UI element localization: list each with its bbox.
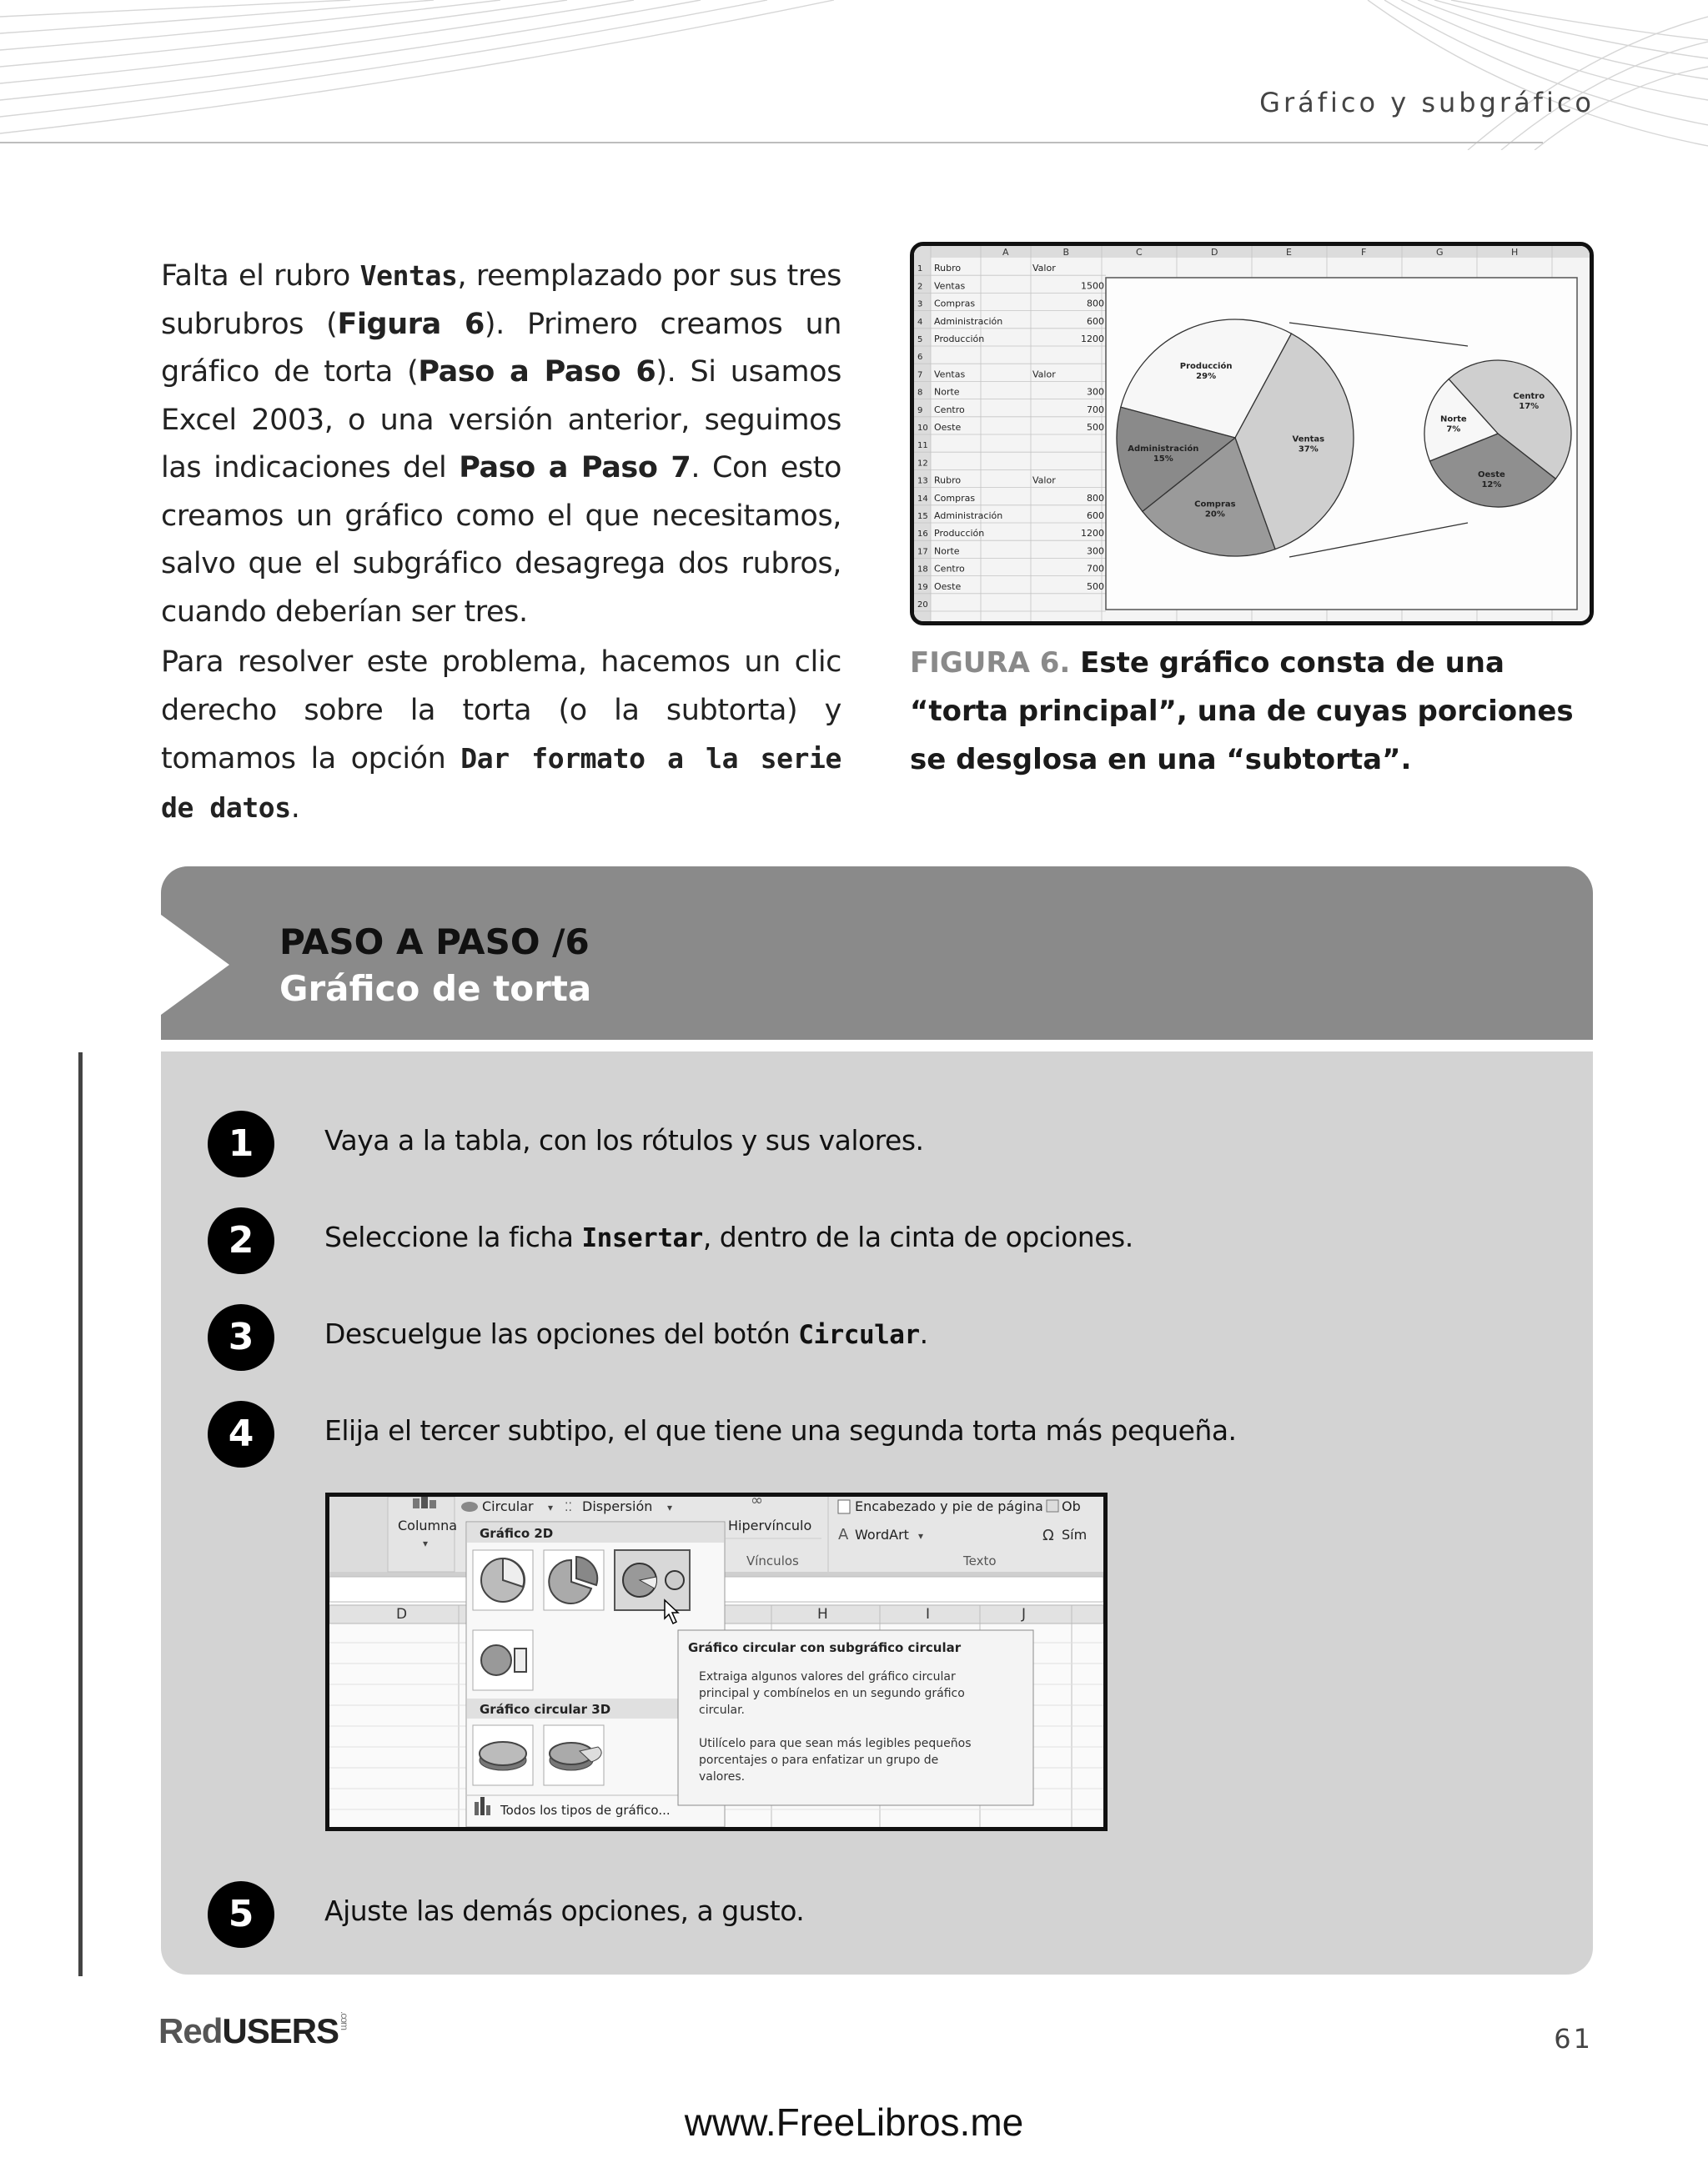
chevron-down-icon[interactable]: ▾: [667, 1502, 673, 1513]
text-run: ). Si usamos Excel 2003, o una versión anterior, seguimos las indicaciones del: [161, 355, 841, 484]
step-number: 5: [208, 1881, 274, 1948]
column-header[interactable]: D: [1211, 247, 1218, 258]
columna-button[interactable]: Columna: [398, 1518, 458, 1533]
bar-of-pie-option[interactable]: [473, 1630, 533, 1690]
arrow-icon: [161, 915, 229, 1015]
column-header[interactable]: B: [1062, 247, 1070, 258]
pie-2d-option[interactable]: [473, 1550, 533, 1610]
cell-value[interactable]: 700: [1087, 563, 1104, 575]
text-run: . Con esto creamos un gráfico como el que necesitamos, salvo que el subgráfico desagrega dos rubros, cuando deberían ser tres.: [161, 451, 842, 629]
row-number: 19: [917, 582, 928, 592]
slice-label: Oeste: [1478, 470, 1505, 480]
row-number: 14: [917, 494, 928, 504]
row-number: 18: [917, 565, 928, 575]
slice-pct: 37%: [1298, 444, 1319, 454]
slice-pct: 15%: [1153, 454, 1173, 464]
step-number: 2: [208, 1207, 274, 1274]
figure-ref: Figura 6: [337, 307, 485, 341]
cell-label[interactable]: Producción: [934, 528, 985, 539]
cell-value[interactable]: 600: [1087, 315, 1104, 327]
column-header-d[interactable]: D: [396, 1606, 408, 1623]
slice-pct: 20%: [1204, 509, 1225, 519]
header-footer-icon: [838, 1500, 850, 1513]
tooltip-line: valores.: [699, 1770, 746, 1784]
column-chart-icon: [413, 1498, 419, 1508]
slice-label: Centro: [1513, 392, 1545, 402]
step-number: 1: [208, 1111, 274, 1177]
brand-strong: USERS: [222, 2011, 339, 2050]
header-rule: [0, 142, 1543, 143]
circular-dropdown[interactable]: Circular: [482, 1498, 534, 1514]
pie-chart-icon: [461, 1502, 478, 1512]
step-number: 4: [208, 1401, 274, 1468]
slice-label: Ventas: [1292, 434, 1325, 444]
object-icon: [1047, 1500, 1058, 1512]
cell-label[interactable]: Norte: [934, 545, 960, 557]
slice-pct: 12%: [1481, 480, 1502, 490]
figure-caption: [910, 639, 1577, 784]
cell-value[interactable]: 1500: [1081, 280, 1104, 292]
text-run: Vaya a la tabla, con los rótulos y sus valores.: [324, 1124, 924, 1157]
row-number: 16: [917, 529, 928, 539]
cell-value[interactable]: Valor: [1032, 474, 1056, 486]
cell-value[interactable]: 500: [1087, 580, 1104, 592]
row-number: 5: [917, 335, 923, 344]
step-title: Gráfico de torta: [279, 968, 592, 1009]
cell-label[interactable]: Administración: [934, 510, 1003, 521]
exploded-pie-option[interactable]: [544, 1550, 604, 1610]
step-text: [324, 1317, 928, 1350]
row-number: 15: [917, 512, 928, 521]
keyword-circular: Circular: [798, 1320, 920, 1350]
text-run: , dentro de la cinta de opciones.: [702, 1221, 1133, 1253]
chevron-down-icon[interactable]: ▾: [423, 1538, 429, 1549]
row-number: 10: [917, 424, 928, 433]
dispersion-dropdown[interactable]: Dispersión: [582, 1498, 653, 1514]
cell-label[interactable]: Centro: [934, 563, 965, 575]
wordart-button[interactable]: WordArt: [855, 1527, 909, 1543]
row-number: 4: [917, 317, 923, 327]
header-footer-button[interactable]: Encabezado y pie de página: [855, 1498, 1043, 1514]
section-2d-label: Gráfico 2D: [480, 1526, 554, 1541]
step-text: [324, 1414, 1237, 1447]
text-run: Seleccione la ficha: [324, 1221, 582, 1253]
brand-suffix: .com: [339, 2011, 351, 2030]
cell-label[interactable]: Compras: [934, 492, 976, 504]
cell-label[interactable]: Oeste: [934, 580, 962, 592]
caption-text: Este gráfico consta de una “torta principal”, una de cuyas porciones se desglosa en una “subtorta”.: [910, 646, 1574, 776]
texto-group-label: Texto: [963, 1553, 997, 1568]
column-header[interactable]: G: [1436, 247, 1444, 258]
cell-value[interactable]: 300: [1087, 386, 1104, 398]
cell-value[interactable]: Valor: [1032, 369, 1056, 380]
cell-label[interactable]: Producción: [934, 334, 985, 344]
step-text: [324, 1124, 924, 1157]
row-number: 17: [917, 547, 928, 557]
row-number: 7: [917, 370, 923, 380]
brand-logo: [158, 2011, 350, 2051]
slice-label: Administración: [1128, 444, 1199, 454]
column-header[interactable]: H: [1511, 247, 1519, 258]
timeline-line: [78, 1052, 83, 1976]
section-3d-label: Gráfico circular 3D: [480, 1702, 611, 1717]
object-button[interactable]: Ob: [1062, 1498, 1081, 1514]
hyperlink-button[interactable]: Hipervínculo: [728, 1518, 812, 1533]
row-number: 20: [917, 600, 928, 610]
column-header-j[interactable]: J: [1022, 1606, 1027, 1623]
symbol-button[interactable]: Sím: [1062, 1527, 1088, 1543]
row-number: 11: [917, 441, 928, 451]
all-charts-icon: [475, 1802, 479, 1815]
step-number: 3: [208, 1304, 274, 1371]
cell-label[interactable]: Norte: [934, 386, 960, 398]
keyword-ventas: Ventas: [359, 259, 458, 292]
all-chart-types-link[interactable]: Todos los tipos de gráfico...: [500, 1803, 671, 1818]
cell-label[interactable]: Oeste: [934, 422, 962, 433]
cell-label[interactable]: Centro: [934, 404, 965, 415]
column-header[interactable]: E: [1286, 247, 1292, 258]
figure-label: FIGURA 6.: [910, 646, 1071, 680]
header-decoration: [0, 0, 1708, 150]
row-number: 9: [917, 405, 923, 415]
row-number: 8: [917, 388, 923, 398]
tooltip-line: circular.: [699, 1704, 745, 1717]
omega-icon: Ω: [1042, 1527, 1054, 1544]
cell-value[interactable]: 700: [1087, 404, 1104, 415]
cell-value[interactable]: 600: [1087, 510, 1104, 521]
vinculos-group-label: Vínculos: [746, 1553, 799, 1568]
row-number: 6: [917, 353, 923, 363]
slice-label: Norte: [1439, 414, 1467, 424]
slice-pct: 7%: [1446, 424, 1461, 434]
text-run: .: [290, 790, 300, 825]
column-header-h[interactable]: H: [817, 1606, 828, 1623]
cell-value[interactable]: 500: [1087, 422, 1104, 433]
slice-label: Compras: [1194, 499, 1236, 509]
row-number: 2: [917, 282, 923, 292]
wordart-icon: A: [838, 1526, 849, 1543]
column-header[interactable]: F: [1361, 247, 1367, 258]
cell-label[interactable]: Ventas: [934, 369, 966, 380]
scatter-icon: ⁚⁚: [565, 1501, 572, 1514]
cell-value[interactable]: 1200: [1081, 334, 1104, 344]
step-kicker: PASO A PASO /6: [279, 921, 590, 962]
row-number: 3: [917, 299, 923, 309]
cell-value[interactable]: 800: [1087, 298, 1104, 309]
cell-value[interactable]: 300: [1087, 545, 1104, 557]
cell-value[interactable]: 800: [1087, 492, 1104, 504]
text-run: .: [919, 1317, 928, 1350]
paragraph-2: [161, 639, 841, 832]
running-title: Gráfico y subgráfico: [1259, 87, 1595, 118]
tooltip-line: Utilícelo para que sean más legibles pequeños: [699, 1737, 972, 1750]
brand-light: Red: [158, 2011, 223, 2050]
cell-value[interactable]: 1200: [1081, 528, 1104, 539]
slice-pct: 29%: [1196, 372, 1217, 382]
footer-url[interactable]: www.FreeLibros.me: [684, 2100, 1024, 2144]
tooltip-title: Gráfico circular con subgráfico circular: [688, 1640, 962, 1655]
cell-value[interactable]: Valor: [1032, 263, 1056, 274]
pie-3d-option[interactable]: [473, 1725, 533, 1785]
column-header[interactable]: A: [1002, 247, 1009, 258]
step-text: [324, 1895, 804, 1927]
excel-ribbon-screenshot: [325, 1493, 1108, 1831]
text-run: Para resolver este problema, hacemos un clic derecho sobre la torta (o la subtorta) y tomamos la opción: [161, 645, 841, 775]
slice-label: Producción: [1179, 362, 1233, 372]
chevron-down-icon[interactable]: ▾: [918, 1530, 924, 1542]
text-run: ). Primero creamos un gráfico de torta (: [161, 307, 842, 389]
row-number: 1: [917, 264, 923, 274]
column-header-i[interactable]: I: [926, 1606, 931, 1623]
slice-pct: 17%: [1519, 402, 1540, 412]
exploded-pie-3d-option[interactable]: [544, 1725, 604, 1785]
step-text: [324, 1221, 1133, 1253]
cell-label[interactable]: Compras: [934, 298, 976, 309]
text-run: , reemplazado por sus tres subrubros (: [161, 259, 841, 341]
tooltip-line: principal y combínelos en un segundo gráfico: [699, 1687, 965, 1700]
tooltip-line: porcentajes o para enfatizar un grupo de: [699, 1754, 939, 1767]
text-run: Descuelgue las opciones del botón: [324, 1317, 799, 1350]
step-ref: Paso a Paso 7: [459, 451, 691, 484]
cell-label[interactable]: Rubro: [934, 474, 962, 486]
keyword-format-series: Dar formato a la serie de datos: [161, 742, 841, 824]
cell-label[interactable]: Ventas: [934, 280, 966, 292]
row-number: 13: [917, 476, 928, 486]
text-run: Falta el rubro: [161, 259, 360, 293]
spreadsheet-figure: [914, 246, 1590, 621]
text-run: Elija el tercer subtipo, el que tiene una segunda torta más pequeña.: [324, 1414, 1237, 1447]
column-header[interactable]: C: [1136, 247, 1143, 258]
figure-6: [910, 242, 1594, 625]
step-ref: Paso a Paso 6: [418, 355, 656, 389]
tooltip-line: Extraiga algunos valores del gráfico circular: [699, 1670, 956, 1684]
row-number: 12: [917, 459, 928, 469]
text-run: Ajuste las demás opciones, a gusto.: [324, 1895, 805, 1927]
keyword-insertar: Insertar: [581, 1223, 703, 1253]
paragraph-1: [161, 252, 841, 636]
chevron-down-icon[interactable]: ▾: [548, 1502, 554, 1513]
cell-label[interactable]: Rubro: [934, 263, 962, 274]
cell-label[interactable]: Administración: [934, 315, 1003, 327]
link-icon: ∞: [751, 1497, 763, 1509]
page-number: 61: [1554, 2023, 1593, 2055]
